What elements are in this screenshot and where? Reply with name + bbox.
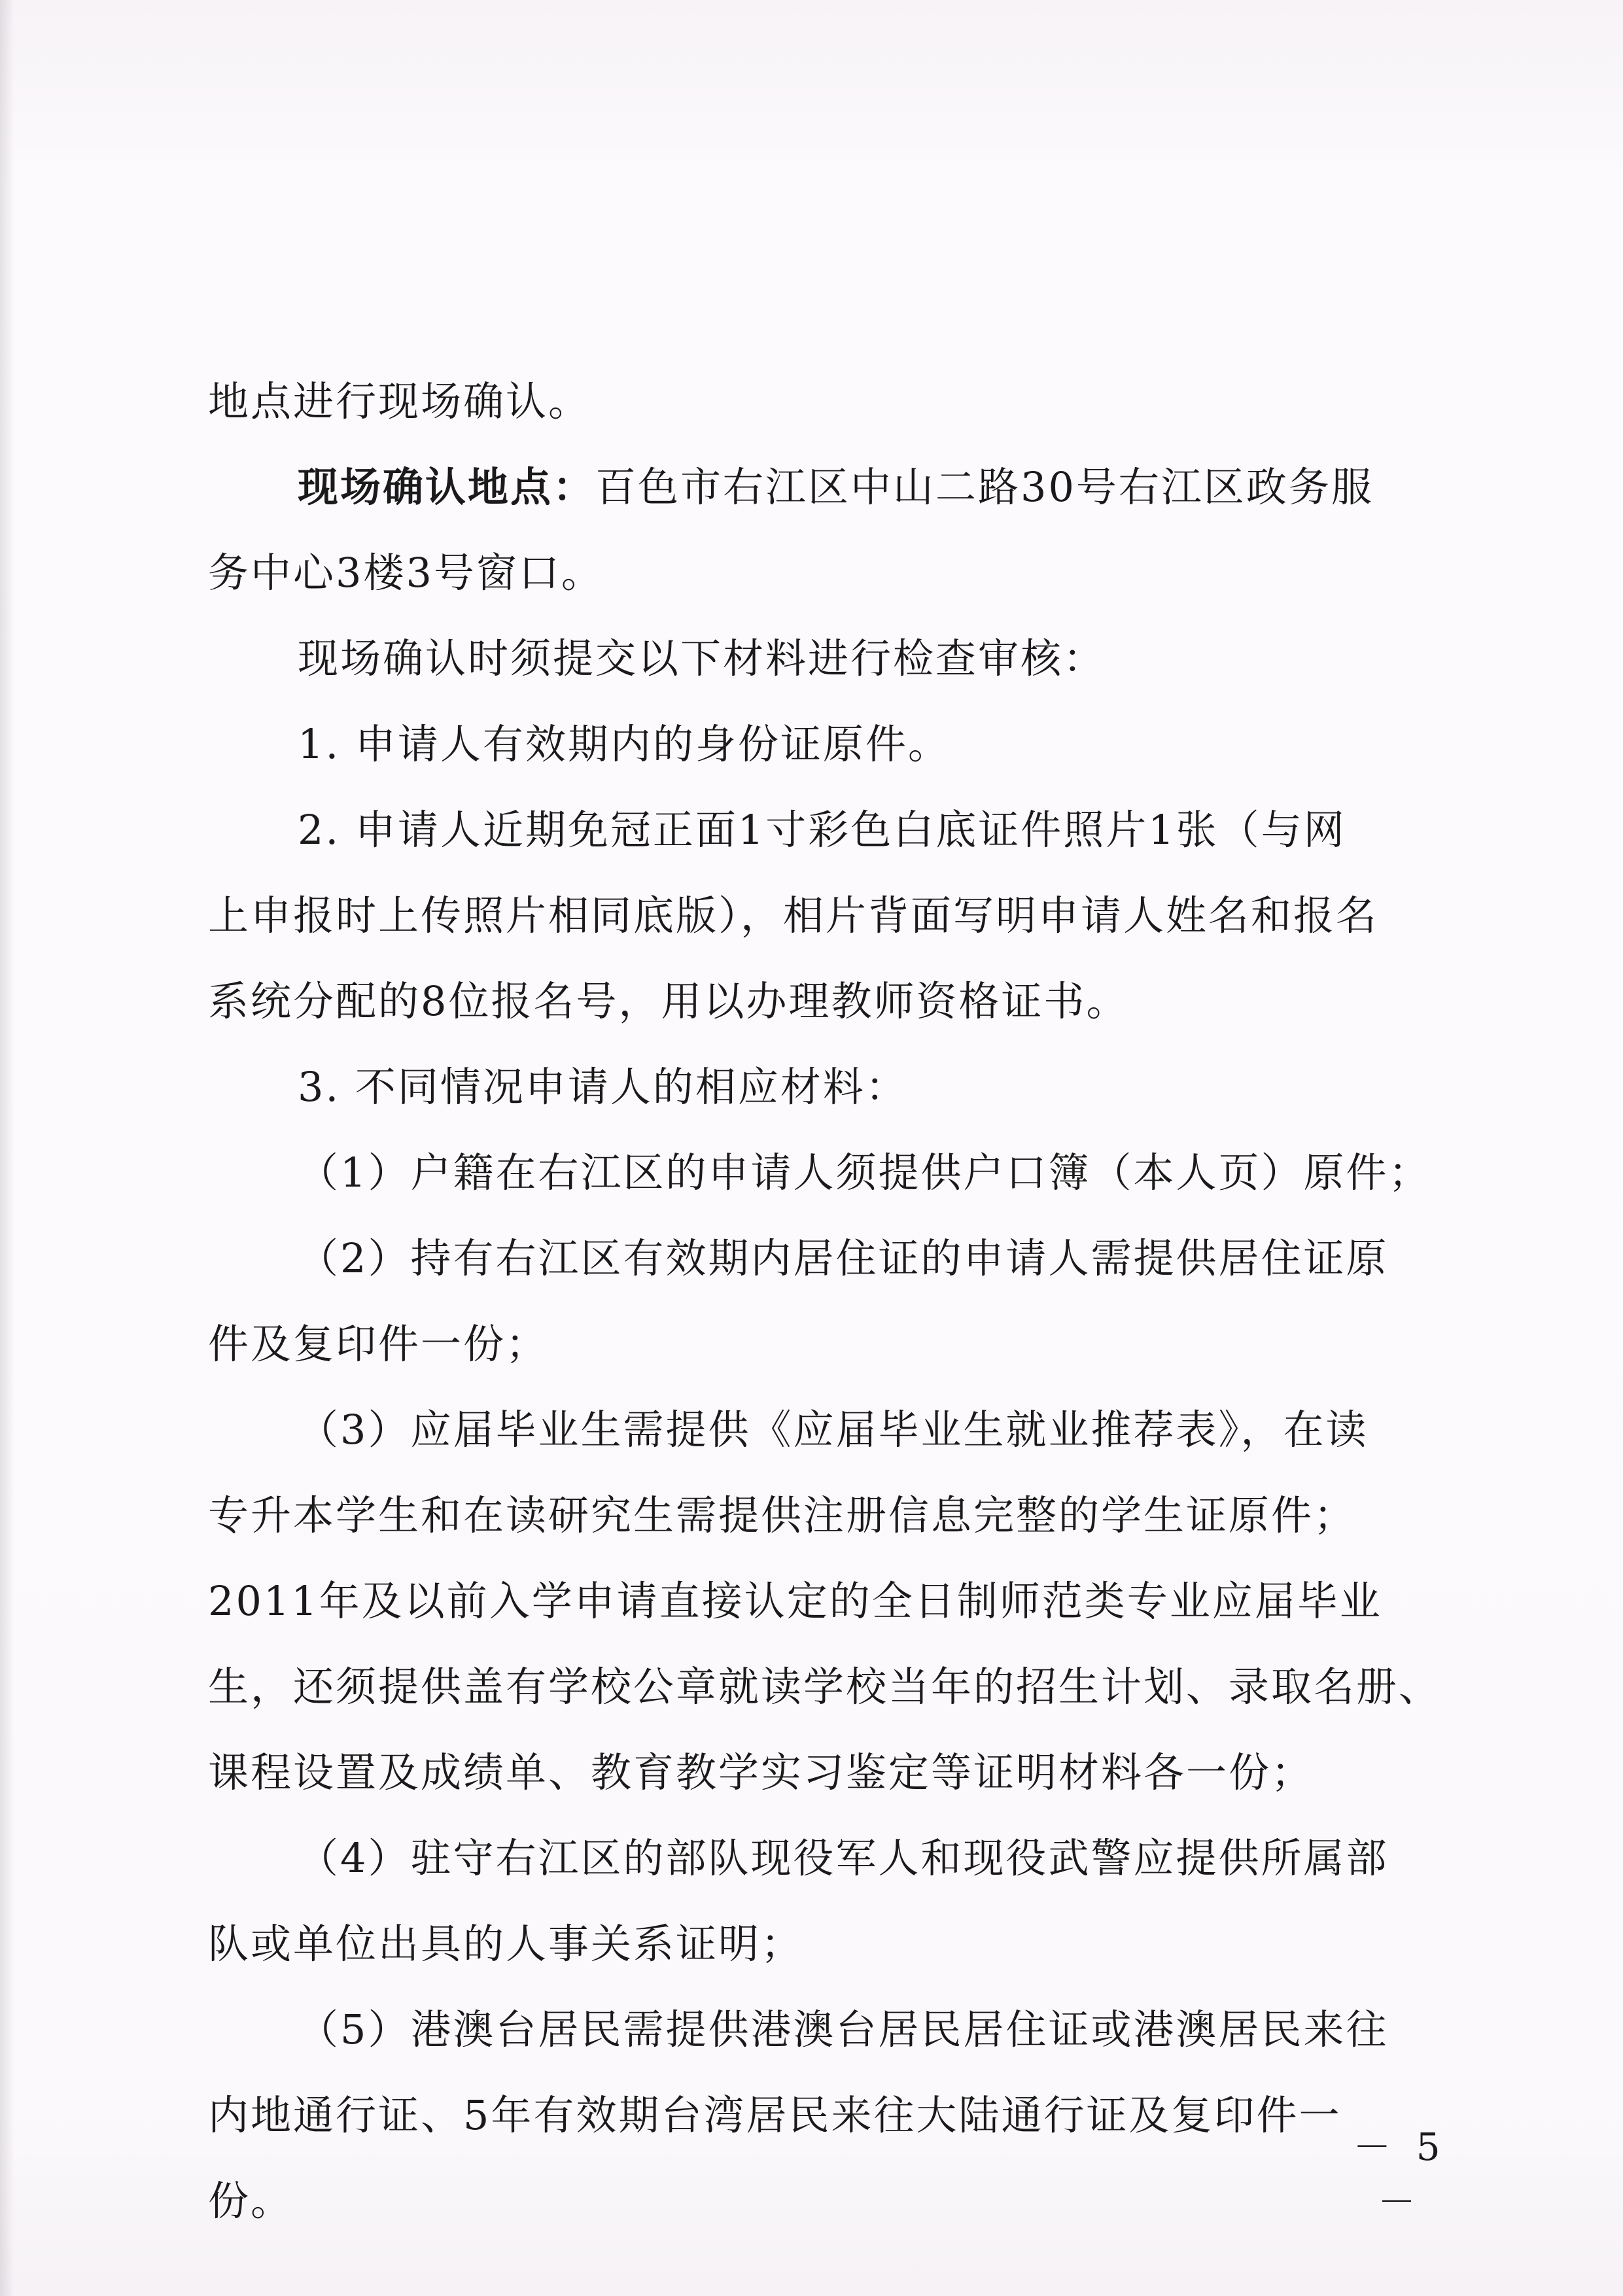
text-line: 2. 申请人近期免冠正面1寸彩色白底证件照片1张（与网 — [298, 806, 1346, 854]
text-line: 生，还须提供盖有学校公章就读学校当年的招生计划、录取名册、 — [208, 1663, 1442, 1711]
document-body — [208, 358, 1442, 2244]
text-line: 课程设置及成绩单、教育教学实习鉴定等证明材料各一份； — [208, 1748, 1314, 1796]
text-line: （1）户籍在右江区的申请人须提供户口簿（本人页）原件； — [298, 1149, 1431, 1196]
text-line: 上申报时上传照片相同底版），相片背面写明申请人姓名和报名 — [208, 892, 1379, 939]
text-line: 务中心3楼3号窗口。 — [208, 549, 604, 597]
text-line: （3）应届毕业生需提供《应届毕业生就业推荐表》，在读 — [298, 1406, 1369, 1453]
text-line: 1. 申请人有效期内的身份证原件。 — [298, 720, 951, 768]
location-label: 现场确认地点： — [298, 463, 596, 511]
text-line: 2011年及以前入学申请直接认定的全日制师范类专业应届毕业 — [208, 1577, 1382, 1625]
text-line: 现场确认时须提交以下材料进行检查审核： — [298, 635, 1106, 682]
text-line: 队或单位出具的人事关系证明； — [208, 1920, 804, 1968]
text-line: （5）港澳台居民需提供港澳台居民居住证或港澳居民来往 — [298, 2006, 1389, 2053]
page-number: － 5 － — [1353, 2125, 1447, 2224]
text-line: （2）持有右江区有效期内居住证的申请人需提供居住证原 — [298, 1234, 1389, 1282]
text-line: 内地通行证、5年有效期台湾居民来往大陆通行证及复印件一 — [208, 2091, 1342, 2139]
text-line: 份。 — [208, 2177, 294, 2225]
text-line: （4）驻守右江区的部队现役军人和现役武警应提供所属部 — [298, 1834, 1389, 1882]
text-line: 现场确认地点：百色市右江区中山二路30号右江区政务服 — [298, 463, 1374, 511]
text-line: 专升本学生和在读研究生需提供注册信息完整的学生证原件； — [208, 1491, 1357, 1539]
text-line: 系统分配的8位报名号，用以办理教师资格证书。 — [208, 977, 1129, 1025]
text-line: 地点进行现场确认。 — [208, 377, 591, 425]
text-line: 3. 不同情况申请人的相应材料： — [298, 1063, 908, 1111]
text-line: 件及复印件一份； — [208, 1320, 549, 1368]
scan-shadow — [0, 0, 14, 2296]
